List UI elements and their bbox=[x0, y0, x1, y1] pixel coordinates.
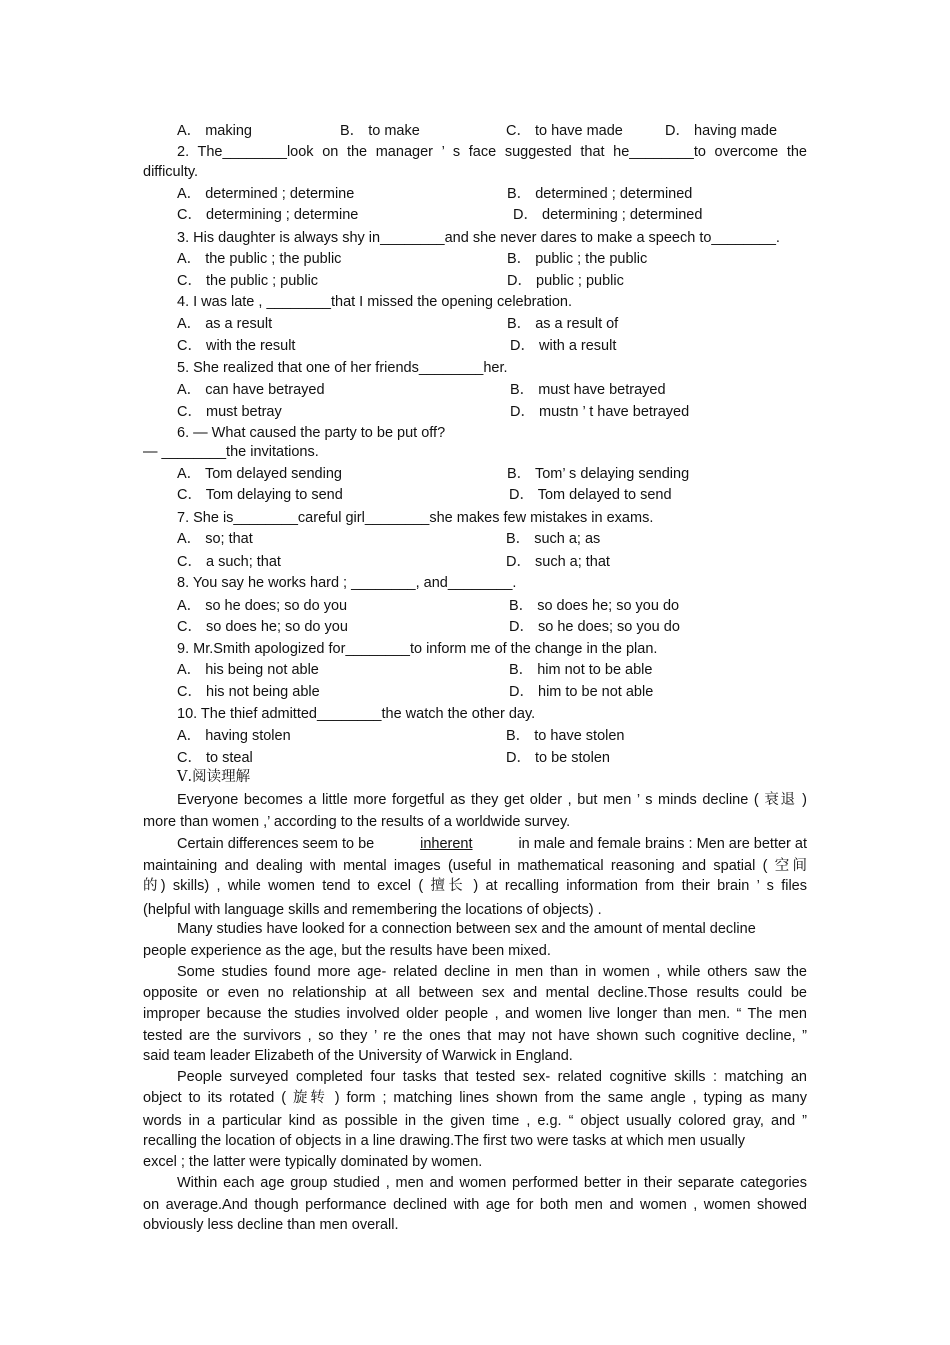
q10-option-b: B． to have stolen bbox=[506, 728, 625, 744]
passage-p6-line1: Within each age group studied , men and women performed better in their separate categories bbox=[177, 1175, 807, 1191]
q3-option-c: C． the public ; public bbox=[177, 273, 319, 289]
q9-option-b: B． him not to be able bbox=[509, 662, 653, 678]
passage-p2-line3: 的) skills) , while women tend to excel ( 擅长 ) at recalling information from their brain ’ s files bbox=[143, 878, 807, 894]
passage-p2-line1-end: in male and female brains : Men are better at bbox=[518, 836, 807, 852]
q9-option-a: A． his being not able bbox=[177, 662, 319, 678]
q2-stem: 2. The________look on the manager ’ s face suggested that he________to overcome the bbox=[177, 144, 807, 160]
q5-option-a: A． can have betrayed bbox=[177, 382, 325, 398]
q8-option-d: D． so he does; so you do bbox=[509, 619, 680, 635]
passage-p5-line3: words in a particular kind as possible in the given time , e.g. “ object usually colored gray, and ” bbox=[143, 1113, 807, 1129]
q8-option-a: A． so he does; so do you bbox=[177, 598, 348, 614]
passage-p2-line1 bbox=[177, 835, 807, 853]
q7-stem: 7. She is________careful girl________she makes few mistakes in exams. bbox=[177, 510, 654, 526]
q10-option-a: A． having stolen bbox=[177, 728, 291, 744]
q9-stem: 9. Mr.Smith apologized for________to inform me of the change in the plan. bbox=[177, 641, 658, 657]
passage-p5-line5: excel ; the latter were typically dominated by women. bbox=[143, 1154, 483, 1170]
passage-p3-line1: Many studies have looked for a connection between sex and the amount of mental decline bbox=[177, 921, 756, 937]
passage-p4-line3: improper because the studies involved older people , and women live longer than men. “ The men bbox=[143, 1006, 807, 1022]
underlined-word-inherent: inherent bbox=[420, 836, 473, 852]
passage-p5-line2: object to its rotated ( 旋转 ) form ; matching lines shown from the same angle , typing as many bbox=[143, 1090, 807, 1106]
q1-option-a: A． making bbox=[177, 123, 252, 139]
q10-option-c: C． to steal bbox=[177, 750, 253, 766]
q3-option-b: B． public ; the public bbox=[507, 251, 648, 267]
q6-option-b: B． Tom’ s delaying sending bbox=[507, 466, 690, 482]
q7-option-b: B． such a; as bbox=[506, 531, 601, 547]
q6-option-a: A． Tom delayed sending bbox=[177, 466, 342, 482]
q1-option-d: D． having made bbox=[665, 123, 778, 139]
passage-p6-line3: obviously less decline than men overall. bbox=[143, 1217, 399, 1233]
passage-p4-line2: opposite or even no relationship at all between sex and mental decline.Those results could be bbox=[143, 985, 807, 1001]
q3-stem: 3. His daughter is always shy in________and she never dares to make a speech to________. bbox=[177, 230, 780, 246]
q4-option-d: D． with a result bbox=[510, 338, 617, 354]
q4-option-c: C． with the result bbox=[177, 338, 296, 354]
q5-option-d: D． mustn ’ t have betrayed bbox=[510, 404, 690, 420]
q8-option-c: C． so does he; so do you bbox=[177, 619, 348, 635]
passage-p6-line2: on average.And though performance declined with age for both men and women , women showed bbox=[143, 1197, 807, 1213]
q6-option-c: C． Tom delaying to send bbox=[177, 487, 343, 503]
q2-option-a: A． determined ; determine bbox=[177, 186, 355, 202]
q7-option-d: D． such a; that bbox=[506, 554, 610, 570]
q5-option-b: B． must have betrayed bbox=[510, 382, 666, 398]
q5-option-c: C． must betray bbox=[177, 404, 282, 420]
passage-p1-line1: Everyone becomes a little more forgetful as they get older , but men ’ s minds decline ( 衰退 ) bbox=[177, 792, 807, 808]
q4-option-b: B． as a result of bbox=[507, 316, 619, 332]
q7-option-c: C． a such; that bbox=[177, 554, 281, 570]
q9-option-c: C． his not being able bbox=[177, 684, 320, 700]
q8-option-b: B． so does he; so you do bbox=[509, 598, 680, 614]
q6-option-d: D． Tom delayed to send bbox=[509, 487, 672, 503]
passage-p4-line1: Some studies found more age- related decline in men than in women , while others saw the bbox=[177, 964, 807, 980]
q9-option-d: D． him to be not able bbox=[509, 684, 654, 700]
q2-option-d: D． determining ; determined bbox=[513, 207, 703, 223]
q1-option-c: C． to have made bbox=[506, 123, 623, 139]
passage-p4-line4: tested are the survivors , so they ’ re the ones that may not have shown such cognitive decline, ” bbox=[143, 1028, 807, 1044]
q6-stem: 6. — What caused the party to be put off? bbox=[177, 425, 446, 441]
passage-p4-line5: said team leader Elizabeth of the University of Warwick in England. bbox=[143, 1048, 573, 1064]
q3-option-a: A． the public ; the public bbox=[177, 251, 342, 267]
q7-option-a: A． so; that bbox=[177, 531, 253, 547]
q2-option-b: B． determined ; determined bbox=[507, 186, 693, 202]
q2-stem-cont: difficulty. bbox=[143, 164, 199, 180]
q4-stem: 4. I was late , ________that I missed the opening celebration. bbox=[177, 294, 572, 310]
passage-p1-line2: more than women ,’ according to the results of a worldwide survey. bbox=[143, 814, 571, 830]
passage-p3-line2: people experience as the age, but the results have been mixed. bbox=[143, 943, 551, 959]
q1-option-b: B． to make bbox=[340, 123, 420, 139]
q4-option-a: A． as a result bbox=[177, 316, 273, 332]
passage-p5-line4: recalling the location of objects in a line drawing.The first two were tasks at which men usually bbox=[143, 1133, 746, 1149]
q3-option-d: D． public ; public bbox=[507, 273, 624, 289]
q8-stem: 8. You say he works hard ; ________, and________. bbox=[177, 575, 517, 591]
q5-stem: 5. She realized that one of her friends________her. bbox=[177, 360, 508, 376]
q10-option-d: D． to be stolen bbox=[506, 750, 610, 766]
passage-p5-line1: People surveyed completed four tasks that tested sex- related cognitive skills : matching an bbox=[177, 1069, 807, 1085]
passage-p2-line4: (helpful with language skills and remembering the locations of objects) . bbox=[143, 902, 602, 918]
passage-p2-line2: maintaining and dealing with mental images (useful in mathematical reasoning and spatial ( 空间 bbox=[143, 858, 807, 874]
section-heading-reading: Ⅴ.阅读理解 bbox=[177, 769, 251, 785]
q2-option-c: C． determining ; determine bbox=[177, 207, 359, 223]
q6-stem-response: — ________the invitations. bbox=[143, 444, 319, 460]
passage-p2-line1-start: Certain differences seem to be bbox=[177, 836, 375, 852]
q10-stem: 10. The thief admitted________the watch the other day. bbox=[177, 706, 536, 722]
